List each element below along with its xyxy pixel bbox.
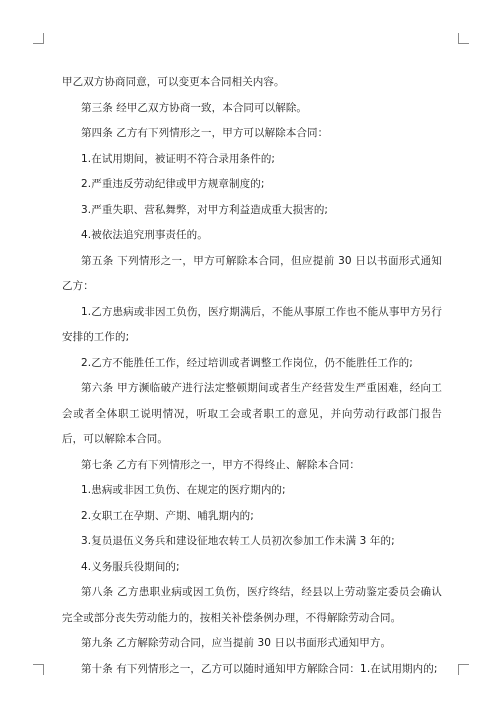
clause-7: 第七条 乙方有下列情形之一，甲方不得终止、解除本合同： [81, 458, 361, 471]
clause-7-item-2: 2.女职工在孕期、产期、哺乳期内的; [81, 509, 254, 522]
clause-5-item-1: 1.乙方患病或非因工负伤，医疗期满后，不能从事原工作也不能从事甲方另行安排的工作的; [62, 305, 442, 343]
clause-4-item-3: 3.严重失职、营私舞弊，对甲方利益造成重大损害的; [81, 203, 329, 216]
clause-6: 第六条 甲方濒临破产进行法定整顿期间或者生产经营发生严重困难，经向工会或者全体职工说明情况，听取工会或者职工的意见，并向劳动行政部门报告后，可以解除本合同。 [62, 382, 442, 445]
clause-4-item-2: 2.严重违反劳动纪律或甲方规章制度的; [81, 178, 265, 190]
clause-7-item-4: 4.义务服兵役期间的; [81, 560, 180, 573]
clause-9: 第九条 乙方解除劳动合同，应当提前 30 日以书面形式通知甲方。 [81, 637, 392, 649]
crop-mark-bottom-left [33, 664, 44, 675]
clause-5-item-2: 2.乙方不能胜任工作，经过培训或者调整工作岗位，仍不能胜任工作的; [81, 356, 413, 369]
document-body [62, 70, 442, 682]
clause-4-item-4: 4.被依法追究刑事责任的。 [81, 229, 208, 241]
clause-7-item-3: 3.复员退伍义务兵和建设征地农转工人员初次参加工作未满 3 年的; [81, 535, 395, 547]
clause-4-item-1: 1.在试用期间，被证明不符合录用条件的; [81, 152, 276, 165]
clause-8: 第八条 乙方患职业病或因工负伤，医疗终结，经县以上劳动鉴定委员会确认完全或部分丧失劳动能力的，按相关补偿条例办理，不得解除劳动合同。 [62, 586, 442, 624]
clause-7-item-1: 1.患病或非因工负伤、在规定的医疗期内的; [81, 484, 286, 496]
crop-mark-top-left [33, 33, 44, 44]
paragraph: 甲乙双方协商同意，可以变更本合同相关内容。 [62, 76, 285, 88]
clause-4: 第四条 乙方有下列情形之一，甲方可以解除本合同： [81, 127, 329, 139]
clause-5: 第五条 下列情形之一，甲方可解除本合同，但应提前 30 日以书面形式通知乙方： [62, 254, 442, 292]
crop-mark-bottom-right [458, 664, 469, 675]
crop-mark-top-right [458, 33, 469, 44]
clause-3: 第三条 经甲乙双方协商一致，本合同可以解除。 [81, 101, 308, 114]
clause-10: 第十条 有下列情形之一，乙方可以随时通知甲方解除合同：1.在试用期内的; [81, 662, 438, 675]
